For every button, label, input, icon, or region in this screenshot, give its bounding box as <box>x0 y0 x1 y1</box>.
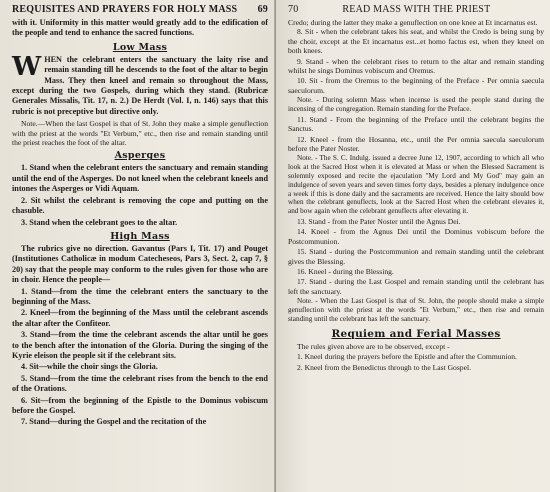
right-running-head-title: READ MASS WITH THE PRIEST <box>342 4 491 15</box>
high-mass-item: 4. Sit—while the choir sings the Gloria. <box>21 362 158 372</box>
rubric-item: 9. Stand - when the celebrant rises to return to the altar and remain standing whilst he sings Dominus vobiscum and Oremus. <box>288 56 544 76</box>
left-intro-paragraph: with it. Uniformity in this matter would greatly add to the edification of the people and tend to enhance the sacred functions. <box>12 18 268 38</box>
asperges-heading: Asperges <box>114 150 166 162</box>
right-page-number: 70 <box>288 4 299 15</box>
asperges-item: 2. Sit whilst the celebrant is removing the cope and putting on the chasuble. <box>12 195 268 216</box>
high-mass-item: 6. Sit—from the beginning of the Epistle to the Dominus vobiscum before the Gospel. <box>12 395 268 415</box>
left-page-number: 69 <box>257 4 268 15</box>
low-mass-paragraph <box>12 51 268 117</box>
high-mass-item: 1. Stand—from the time the celebrant enters the sanctuary to the beginning of the Mass. <box>12 286 268 306</box>
asperges-item: 3. Stand when the celebrant goes to the altar. <box>21 217 178 227</box>
left-running-head <box>12 4 268 15</box>
rubric-item: 11. Stand - From the beginning of the Preface until the celebrant begins the Sanctus. <box>288 114 544 134</box>
asperges-item: 1. Stand when the celebrant enters the sanctuary and remain standing until the end of the Asperges. Do not kneel when the celebrant kneels and intones the Asperges or Vidi Aquam. <box>12 163 268 194</box>
drop-cap: W <box>12 51 42 82</box>
right-running-head <box>288 4 544 15</box>
rubric-item: 13. Stand - from the Pater Noster until the Agnus Dei. <box>297 217 461 227</box>
indulgence-note: Note. - The S. C. Indulg. issued a decree June 12, 1907, according to which all who look at the Sacred Host when it is elevated at Mass or when the Blessed Sacrament is solemnly exposed and recite the ejaculation "My Lord and My God" may gain an indulgence of seven years and seven times forty days, besides a plenary indulgence once a week if this is done daily and the sacraments are received. Hence the laity should bow when the celebrant genuflects, look at the Sacred Host when the celebrant elevates it, and bow again when the celebrant genuflects after elevating it. <box>288 154 544 216</box>
high-mass-intro: The rubrics give no direction. Gavantus (Pars I, Tit. 17) and Pouget (Institutiones Catholicæ in modum Catecheseos, Pars 3, Sect. 2, cap 7, § 20) say that the people may conform to the rules given for those who are in choir. Hence the people— <box>12 243 268 285</box>
requiem-intro: The rules given above are to be observed, except - <box>297 341 450 351</box>
right-page <box>276 0 550 492</box>
rubric-item: 17. Stand - during the Last Gospel and remain standing until the celebrant has left the sanctuary. <box>288 277 544 296</box>
requiem-item: 2. Kneel from the Benedictus through to the Last Gospel. <box>297 362 471 372</box>
requiem-heading: Requiem and Ferial Masses <box>331 327 501 340</box>
rubric-item: 12. Kneel - from the Hosanna, etc., until the Per omnia saecula saeculorum before the Pater Noster. <box>288 134 544 154</box>
last-gospel-note: Note. - When the Last Gospel is that of St. John, the people should make a simple genuflection with the priest at the words "Et Verbum," etc., then rise and remain standing until the celebrant has left the sanctuary. <box>288 297 544 323</box>
high-mass-item: 5. Stand—from the time the celebrant rises from the bench to the end of the Orations. <box>12 373 268 394</box>
high-mass-item: 2. Kneel—from the beginning of the Mass until the celebrant ascends the altar after the Confiteor. <box>12 308 268 328</box>
rubric-item: 10. Sit - from the Oremus to the beginning of the Preface - Per omnia saecula saeculorum. <box>288 76 544 95</box>
low-mass-heading: Low Mass <box>112 41 168 53</box>
requiem-item: 1. Kneel during the prayers before the Epistle and after the Communion. <box>297 352 517 362</box>
high-mass-heading: High Mass <box>110 230 170 242</box>
rubric-item: 8. Sit - when the celebrant takes his seat, and whilst the Credo is being sung by the choir, except at the Et incarnatus est...et homo factus est, when they kneel on both knees. <box>288 27 544 56</box>
high-mass-item: 3. Stand—from the time the celebrant ascends the altar until he goes to the bench after the intonation of the Gloria. During the singing of the Kyrie eleison the people sit if the celebrant sits. <box>12 330 268 360</box>
rubric-item: 15. Stand - during the Postcommunion and remain standing until the celebrant gives the Blessing. <box>288 247 544 266</box>
left-running-head-title: REQUISITES AND PRAYERS FOR HOLY MASS <box>12 4 238 15</box>
rubric-item: 16. Kneel - during the Blessing. <box>297 267 394 277</box>
rubric-item: 14. Kneel - from the Agnus Dei until the Dominus vobiscum before the Postcommunion. <box>288 227 544 246</box>
right-continued-text: Credo; during the latter they make a genuflection on one knee at Et incarnatus est. <box>288 18 538 27</box>
high-mass-item: 7. Stand—during the Gospel and the recitation of the <box>21 417 207 427</box>
low-mass-body: HEN the celebrant enters the sanctuary the laity rise and remain standing till he descends to the foot of the altar to begin Mass. They then kneel and remain so throughout the Mass, except during the two Gospels, during which they stand. (Rubricæ Generales Missalis, Tit. 17, n. 2.) De Herdt (Vol. I, n. 146) says that this rubric is not preceptive but directive only. <box>12 54 268 116</box>
rubric-note: Note. - During solemn Mass when incense is used the people stand during the incensing of the congregation. Remain standing for the Preface. <box>288 96 544 114</box>
low-mass-note: Note.—When the last Gospel is that of St. John they make a simple genuflection with the priest at the words "Et Verbum," etc., then rise and remain standing until the priest reaches the foot of the altar. <box>12 119 268 148</box>
